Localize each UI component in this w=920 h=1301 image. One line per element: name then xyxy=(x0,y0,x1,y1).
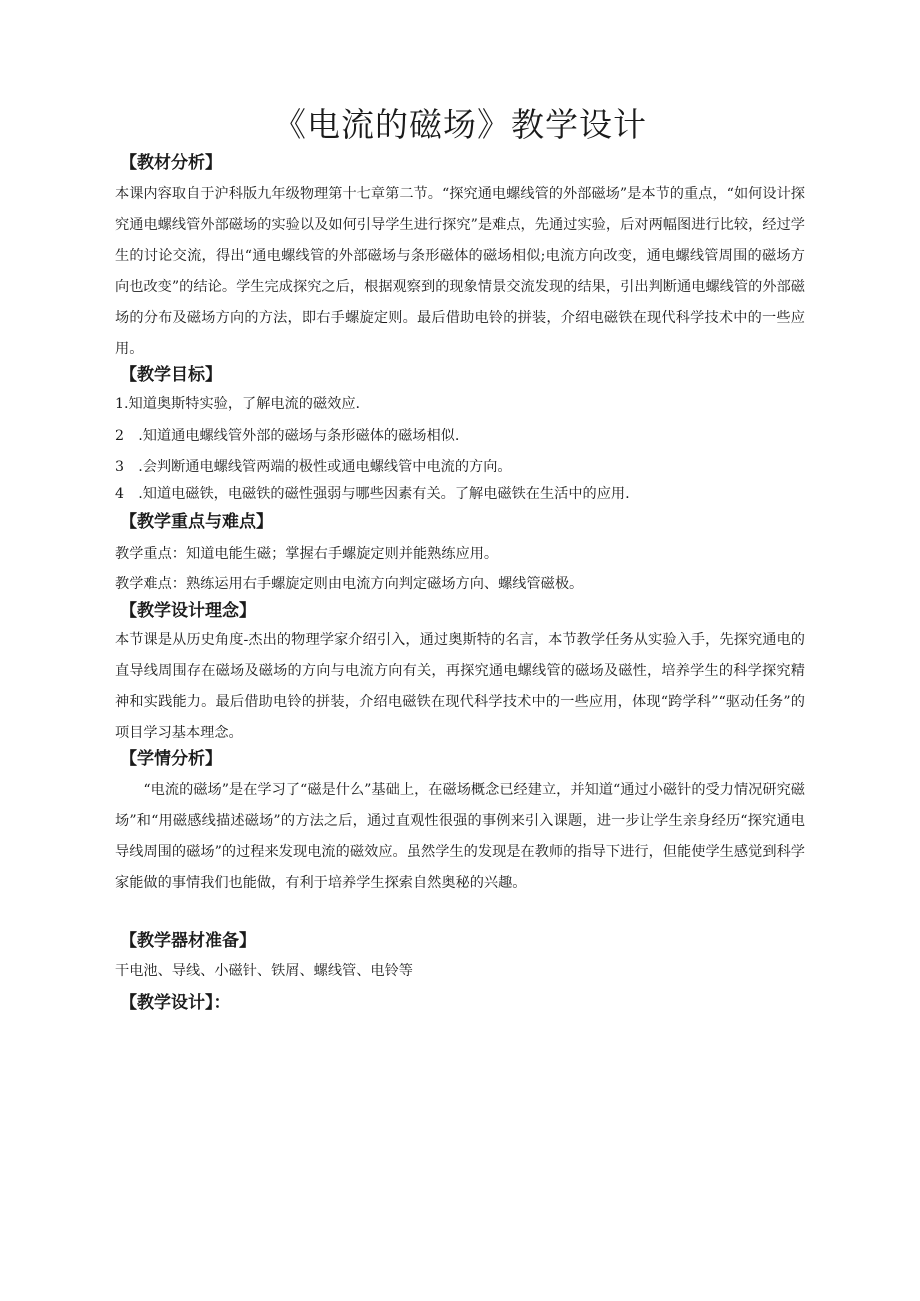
objective-item: 2 .知道通电螺线管外部的磁场与条形磁体的磁场相似. xyxy=(115,428,460,444)
difficulty-item: 教学难点：熟练运用右手螺旋定则由电流方向判定磁场方向、螺线管磁极。 xyxy=(115,576,584,592)
objective-item: 1.知道奥斯特实验，了解电流的磁效应. xyxy=(115,396,361,412)
section-heading-teaching-design: 【教学设计】： xyxy=(120,993,231,1013)
document-title: 《电流的磁场》教学设计 xyxy=(273,105,647,144)
learner-analysis-paragraph: “电流的磁场”是在学习了“磁是什么”基础上，在磁场概念已经建立，并知道“通过小磁针的受力情况研究磁场”和“用磁感线描述磁场”的方法之后，通过直观性很强的事例来引入课题，进一步让学生亲身经历“探究通电导线周围的磁场”的过程来发现电流的磁效应。虽然学生的发现是在教师的指导下进行，但能使学生感觉到科学家能做的事情我们也能做，有利于培养学生探索自然奥秘的兴趣。 xyxy=(115,782,805,891)
objective-item: 4 .知道电磁铁，电磁铁的磁性强弱与哪些因素有关。了解电磁铁在生活中的应用. xyxy=(115,486,630,502)
section-heading-equipment: 【教学器材准备】 xyxy=(120,931,256,951)
objective-item: 3 .会判断通电螺线管两端的极性或通电螺线管中电流的方向。 xyxy=(115,459,512,475)
textbook-analysis-paragraph: 本课内容取自于沪科版九年级物理第十七章第二节。“探究通电螺线管的外部磁场”是本节的重点，“如何设计探究通电螺线管外部磁场的实验以及如何引导学生进行探究”是难点，先通过实验，后对两幅图进行比较，经过学生的讨论交流，得出“通电螺线管的外部磁场与条形磁体的磁场相似;电流方向改变，通电螺线管周围的磁场方向也改变”的结论。学生完成探究之后，根据观察到的现象情景交流发现的结果，引出判断通电螺线管的外部磁场的分布及磁场方向的方法，即右手螺旋定则。最后借助电铃的拼装，介绍电磁铁在现代科学技术中的一些应用。 xyxy=(115,186,805,357)
section-heading-design-concept: 【教学设计理念】 xyxy=(120,601,256,621)
design-concept-paragraph: 本节课是从历史角度-杰出的物理学家介绍引入，通过奥斯特的名言，本节教学任务从实验入手，先探究通电的直导线周围存在磁场及磁场的方向与电流方向有关，再探究通电螺线管的磁场及磁性，培养学生的科学探究精神和实践能力。最后借助电铃的拼装，介绍电磁铁在现代科学技术中的一些应用，体现“跨学科”“驱动任务”的项目学习基本理念。 xyxy=(115,632,805,741)
section-heading-textbook-analysis: 【教材分析】 xyxy=(120,153,222,173)
section-heading-learner-analysis: 【学情分析】 xyxy=(120,749,222,769)
equipment-list: 干电池、导线、小磁针、铁屑、螺线管、电铃等 xyxy=(115,963,413,979)
section-heading-key-points: 【教学重点与难点】 xyxy=(120,512,273,532)
section-heading-teaching-objectives: 【教学目标】 xyxy=(120,365,222,385)
key-point-item: 教学重点：知道电能生磁；掌握右手螺旋定则并能熟练应用。 xyxy=(115,546,499,562)
